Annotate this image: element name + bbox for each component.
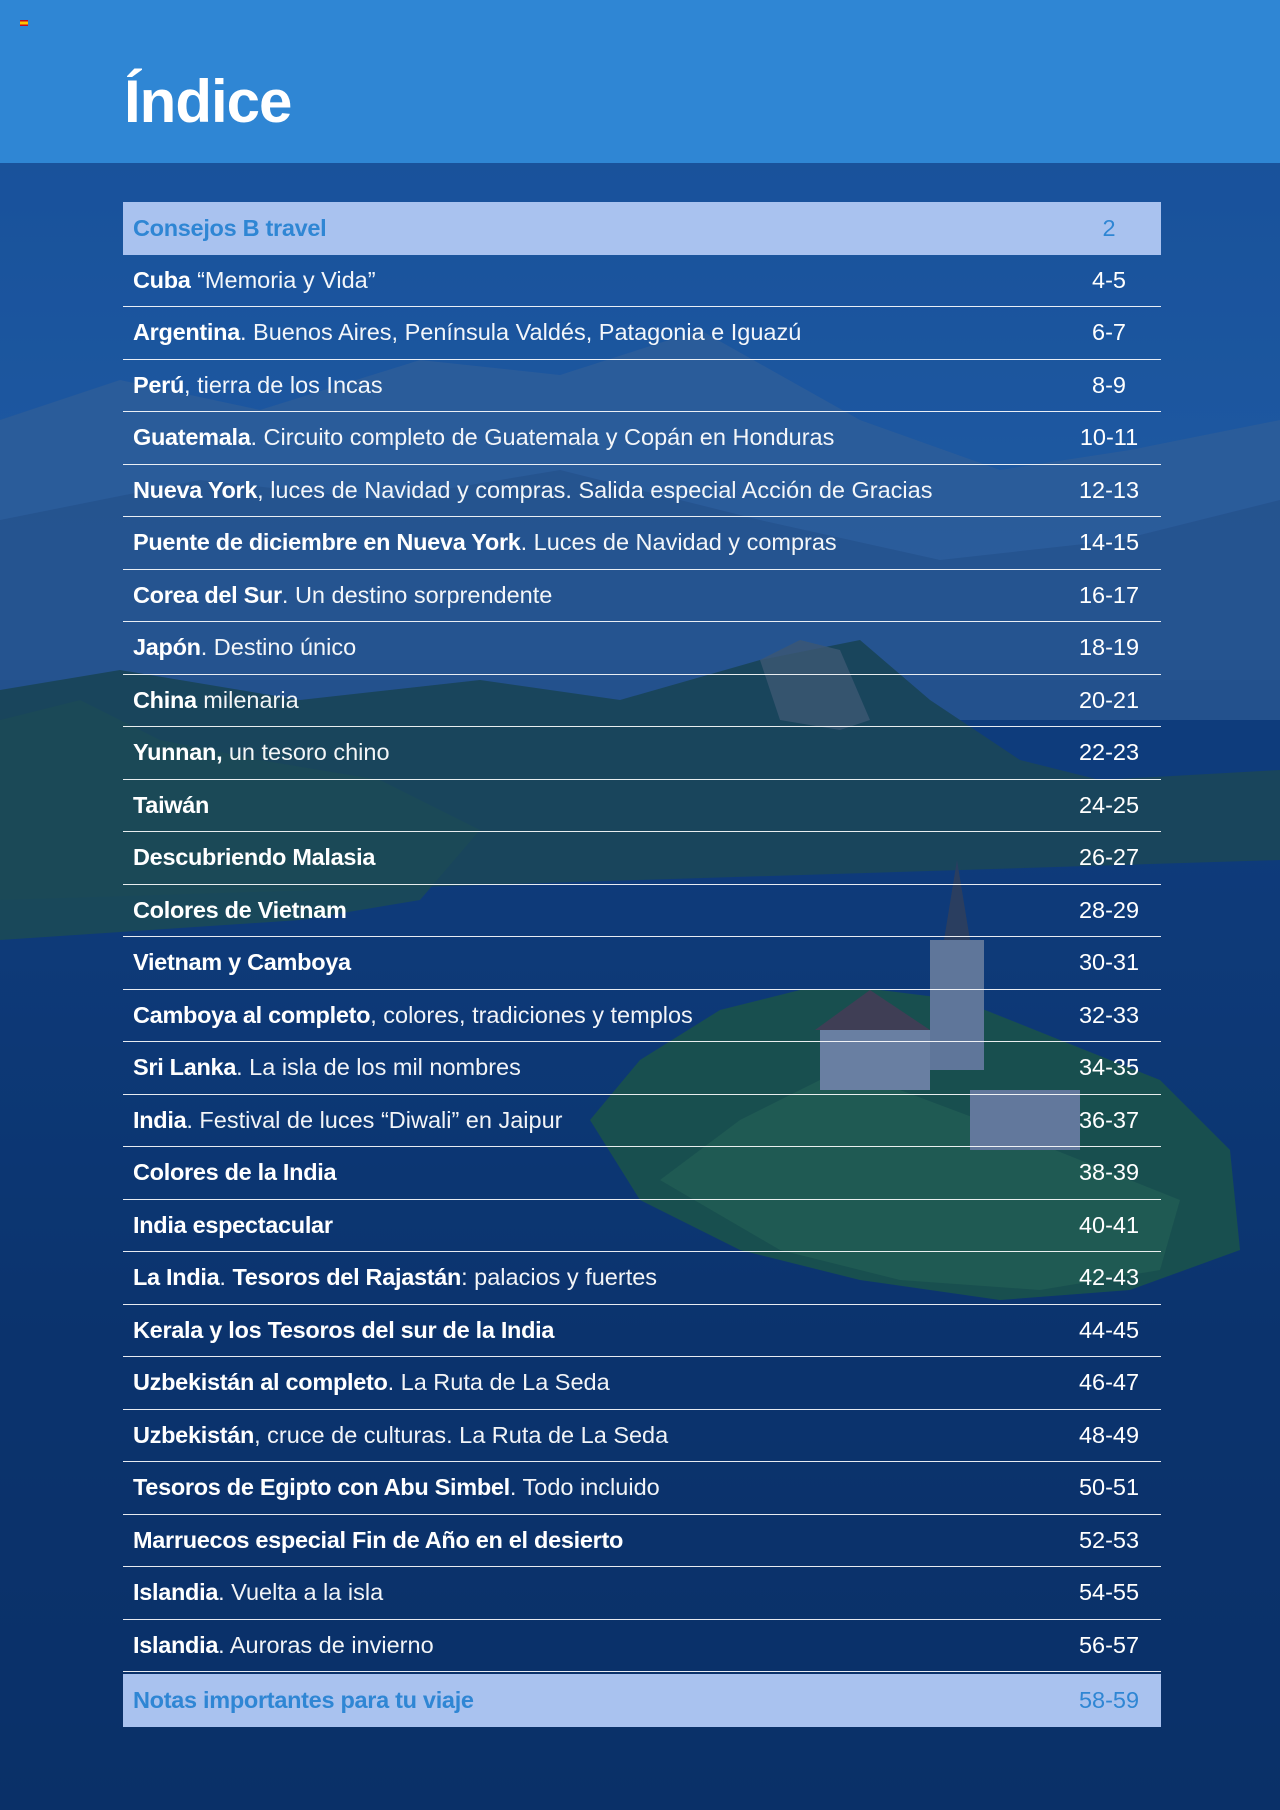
toc-entry-pages: 4-5 xyxy=(1092,266,1126,293)
toc-entry-destination: India xyxy=(133,1106,187,1133)
toc-entry-destination: Guatemala xyxy=(133,424,251,451)
toc-entry[interactable] xyxy=(123,1042,1161,1095)
toc-entry-pages: 26-27 xyxy=(1078,844,1140,871)
toc-entry-pages: 44-45 xyxy=(1078,1316,1140,1343)
toc-entry-pages: 8-9 xyxy=(1092,371,1126,398)
toc-entry-destination: Islandia xyxy=(133,1631,219,1658)
toc-entry-subtitle: . Vuelta a la isla xyxy=(218,1579,384,1606)
toc-entry-title xyxy=(133,529,837,556)
toc-entry-pages: 56-57 xyxy=(1078,1631,1140,1658)
toc-entry-subtitle: , colores, tradiciones y templos xyxy=(370,1001,693,1028)
toc-entry-subtitle: . Todo incluido xyxy=(509,1474,660,1501)
toc-entry-pages: 24-25 xyxy=(1078,791,1140,818)
toc-entry-subtitle: , cruce de culturas. La Ruta de La Seda xyxy=(254,1421,669,1448)
toc-entry-title xyxy=(133,687,299,714)
toc-entry-destination: Uzbekistán xyxy=(133,1421,255,1448)
toc-entry-pages: 48-49 xyxy=(1078,1421,1140,1448)
toc-entry-destination: Descubriendo Malasia xyxy=(133,844,376,871)
toc-entry-title xyxy=(133,1527,623,1554)
toc-entry[interactable] xyxy=(123,465,1161,518)
toc-entry-destination: Yunnan, xyxy=(133,739,223,766)
toc-entry[interactable] xyxy=(123,1515,1161,1568)
toc-entry-destination: Argentina xyxy=(133,319,240,346)
toc-entry-subtitle: . Auroras de invierno xyxy=(218,1631,434,1658)
toc-entry[interactable] xyxy=(123,517,1161,570)
toc-entry-title xyxy=(133,1422,668,1449)
toc-entry-pages: 46-47 xyxy=(1078,1369,1140,1396)
toc-entry-destination: Notas importantes para tu viaje xyxy=(133,1686,474,1713)
toc-entry-pages: 14-15 xyxy=(1078,529,1140,556)
toc-entry[interactable] xyxy=(123,1200,1161,1253)
toc-entry-title xyxy=(133,1002,693,1029)
toc-entry-pages: 20-21 xyxy=(1078,686,1140,713)
toc-entry-subtitle: milenaria xyxy=(196,686,299,713)
toc-entry[interactable] xyxy=(123,1410,1161,1463)
toc-entry-title xyxy=(133,1474,660,1501)
toc-entry-destination: Puente de diciembre en Nueva York xyxy=(133,529,521,556)
toc-entry-subtitle: . Buenos Aires, Península Valdés, Patagonia e Iguazú xyxy=(239,319,802,346)
toc-entry-destination: Islandia xyxy=(133,1579,219,1606)
toc-entry[interactable] xyxy=(123,885,1161,938)
toc-entry-pages: 12-13 xyxy=(1078,476,1140,503)
toc-entry-title xyxy=(133,1579,383,1606)
toc-entry-destination: Uzbekistán al completo xyxy=(133,1369,388,1396)
toc-entry-title xyxy=(133,1054,521,1081)
toc-entry-destination: Tesoros de Egipto con Abu Simbel xyxy=(133,1474,510,1501)
toc-entry[interactable] xyxy=(123,1674,1161,1727)
toc-entry-title xyxy=(133,319,801,346)
toc-entry-pages: 16-17 xyxy=(1078,581,1140,608)
toc-entry[interactable] xyxy=(123,727,1161,780)
toc-entry-destination: Cuba xyxy=(133,266,191,293)
toc-entry-title xyxy=(133,897,347,924)
toc-entry-destination: Corea del Sur xyxy=(133,581,282,608)
toc-entry-destination-secondary: Tesoros del Rajastán xyxy=(232,1264,462,1291)
toc-entry-subtitle: . Destino único xyxy=(200,634,357,661)
toc-entry-title xyxy=(133,1317,554,1344)
toc-entry[interactable] xyxy=(123,832,1161,885)
table-of-contents xyxy=(123,202,1161,1727)
toc-entry[interactable] xyxy=(123,202,1161,255)
toc-entry-title xyxy=(133,1212,333,1239)
toc-entry-destination: Sri Lanka xyxy=(133,1054,237,1081)
toc-entry-pages: 36-37 xyxy=(1078,1106,1140,1133)
toc-entry-destination: Nueva York xyxy=(133,476,258,503)
toc-entry-subtitle: . Luces de Navidad y compras xyxy=(520,529,837,556)
toc-entry-title xyxy=(133,372,383,399)
toc-entry-pages: 54-55 xyxy=(1078,1579,1140,1606)
toc-entry[interactable] xyxy=(123,622,1161,675)
toc-entry[interactable] xyxy=(123,990,1161,1043)
toc-entry-title xyxy=(133,477,932,504)
toc-entry-title xyxy=(133,1632,434,1659)
toc-entry[interactable] xyxy=(123,570,1161,623)
toc-entry-pages: 10-11 xyxy=(1079,424,1139,451)
toc-entry-pages: 38-39 xyxy=(1078,1159,1140,1186)
toc-entry-subtitle-secondary: : palacios y fuertes xyxy=(461,1264,658,1291)
toc-entry[interactable] xyxy=(123,412,1161,465)
toc-entry-title xyxy=(133,844,375,871)
toc-entry-title xyxy=(133,949,351,976)
toc-entry-subtitle: , tierra de los Incas xyxy=(184,371,383,398)
toc-entry-title xyxy=(133,739,390,766)
spain-flag-icon xyxy=(20,20,28,26)
toc-entry[interactable] xyxy=(123,780,1161,833)
toc-entry[interactable] xyxy=(123,1252,1161,1305)
toc-entry-pages: 42-43 xyxy=(1078,1264,1140,1291)
toc-entry-title xyxy=(133,1264,657,1291)
toc-entry[interactable] xyxy=(123,675,1161,728)
toc-entry-subtitle: un tesoro chino xyxy=(222,739,390,766)
toc-entry-title xyxy=(133,792,209,819)
toc-entry-title xyxy=(133,634,356,661)
toc-entry[interactable] xyxy=(123,1462,1161,1515)
toc-entry-destination: China xyxy=(133,686,197,713)
toc-entry-destination: Vietnam y Camboya xyxy=(133,949,351,976)
toc-entry-subtitle: . La Ruta de La Seda xyxy=(387,1369,610,1396)
toc-entry-pages: 50-51 xyxy=(1078,1474,1140,1501)
toc-entry-subtitle: “Memoria y Vida” xyxy=(190,266,376,293)
header-bar xyxy=(0,0,1280,163)
toc-entry-title xyxy=(133,1369,610,1396)
toc-entry-destination: Taiwán xyxy=(133,791,210,818)
toc-entry[interactable] xyxy=(123,937,1161,990)
toc-entry[interactable] xyxy=(123,307,1161,360)
toc-entry-pages: 18-19 xyxy=(1078,634,1140,661)
toc-entry-title xyxy=(133,1687,474,1714)
toc-entry-destination: Japón xyxy=(133,634,201,661)
page-title: Índice xyxy=(124,68,292,135)
toc-entry-title xyxy=(133,215,326,242)
toc-entry[interactable] xyxy=(123,1567,1161,1620)
toc-entry-pages: 34-35 xyxy=(1078,1054,1140,1081)
toc-entry-destination: Consejos B travel xyxy=(133,214,327,241)
toc-entry[interactable] xyxy=(123,360,1161,413)
toc-entry-destination: Colores de Vietnam xyxy=(133,896,347,923)
toc-entry-pages: 30-31 xyxy=(1078,949,1140,976)
toc-entry-destination: Camboya al completo xyxy=(133,1001,371,1028)
toc-entry[interactable] xyxy=(123,1620,1161,1673)
toc-entry-pages: 6-7 xyxy=(1092,319,1126,346)
toc-entry-pages: 58-59 xyxy=(1078,1686,1140,1713)
toc-entry-destination: La India xyxy=(133,1264,220,1291)
toc-entry-destination: Perú xyxy=(133,371,185,398)
toc-entry-pages: 52-53 xyxy=(1078,1526,1140,1553)
toc-entry-destination: Marruecos especial Fin de Año en el desierto xyxy=(133,1526,624,1553)
toc-entry-subtitle: . La isla de los mil nombres xyxy=(236,1054,521,1081)
toc-entry-title xyxy=(133,267,376,294)
toc-entry-subtitle: . Un destino sorprendente xyxy=(281,581,553,608)
toc-entry-pages: 2 xyxy=(1102,214,1116,241)
toc-entry-destination: Kerala y los Tesoros del sur de la India xyxy=(133,1316,555,1343)
toc-entry-pages: 32-33 xyxy=(1078,1001,1140,1028)
toc-entry[interactable] xyxy=(123,1147,1161,1200)
toc-entry-pages: 40-41 xyxy=(1078,1211,1140,1238)
toc-entry-destination: Colores de la India xyxy=(133,1159,337,1186)
toc-entry[interactable] xyxy=(123,1095,1161,1148)
toc-entry-pages: 28-29 xyxy=(1078,896,1140,923)
toc-entry-destination: India espectacular xyxy=(133,1211,333,1238)
toc-entry-title xyxy=(133,1159,336,1186)
toc-entry-title xyxy=(133,582,552,609)
toc-entry-subtitle: . xyxy=(219,1264,233,1291)
toc-entry-title xyxy=(133,424,834,451)
toc-entry[interactable] xyxy=(123,1305,1161,1358)
toc-entry-title xyxy=(133,1107,562,1134)
toc-entry[interactable] xyxy=(123,1357,1161,1410)
toc-entry-subtitle: . Festival de luces “Diwali” en Jaipur xyxy=(186,1106,563,1133)
toc-entry-subtitle: . Circuito completo de Guatemala y Copán en Honduras xyxy=(250,424,835,451)
toc-entry-pages: 22-23 xyxy=(1078,739,1140,766)
toc-entry-subtitle: , luces de Navidad y compras. Salida especial Acción de Gracias xyxy=(257,476,933,503)
toc-entry[interactable] xyxy=(123,255,1161,308)
